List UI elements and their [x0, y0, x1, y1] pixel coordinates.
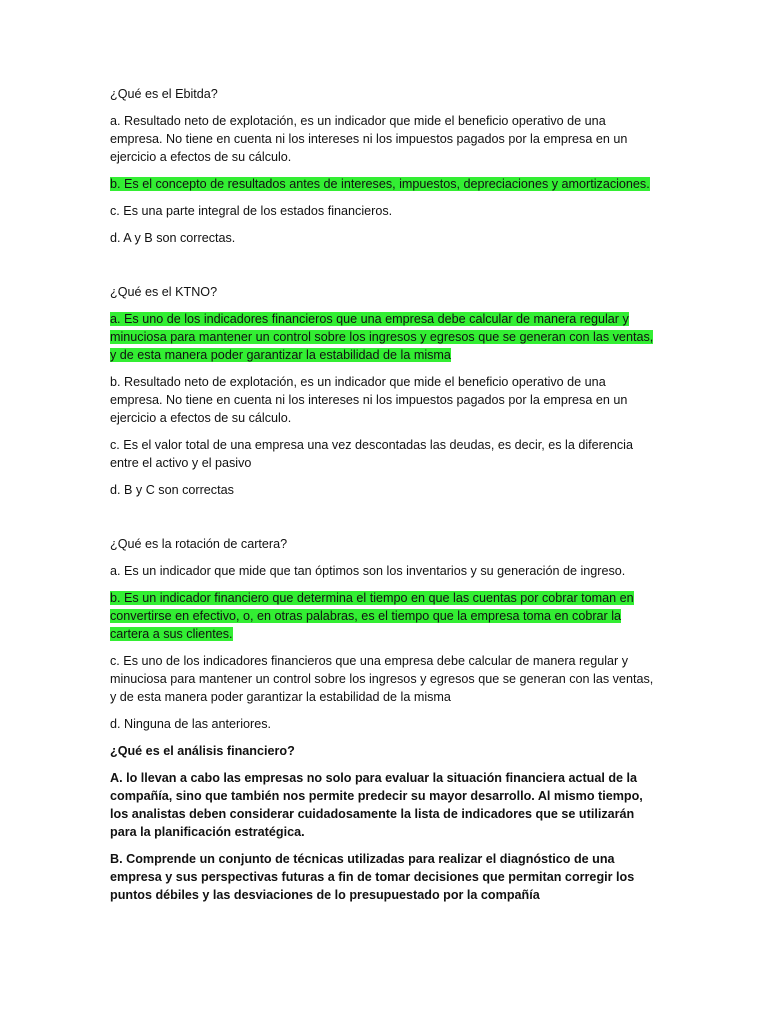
question-1-option-a-text: a. Resultado neto de explotación, es un indicador que mide el beneficio operativo de una empresa. No tiene en cuenta ni los intereses ni los impuestos pagados por la empresa en un ejercicio a efectos de su cálculo. [110, 114, 628, 164]
question-4-option-b [110, 850, 658, 904]
question-3-option-d-text: d. Ninguna de las anteriores. [110, 717, 272, 731]
question-3-text: ¿Qué es la rotación de cartera? [110, 537, 288, 551]
question-1-text: ¿Qué es el Ebitda? [110, 87, 218, 101]
question-1-option-a [110, 112, 658, 166]
question-2-option-a-text: a. Es uno de los indicadores financieros que una empresa debe calcular de manera regular y minuciosa para mantener un control sobre los ingresos y egresos que se generan con las ventas, y de esta manera poder garantizar la estabilidad de la misma [110, 312, 654, 362]
question-3-option-b-text: b. Es un indicador financiero que determina el tiempo en que las cuentas por cobrar toman en convertirse en efectivo, o, en otras palabras, es el tiempo que la empresa toma en cobrar la cartera a sus clientes. [110, 591, 634, 641]
question-4-title [110, 742, 658, 760]
document-page [110, 85, 658, 913]
question-1-option-d [110, 229, 658, 247]
question-1-title [110, 85, 658, 103]
question-3-option-a-text: a. Es un indicador que mide que tan óptimos son los inventarios y su generación de ingreso. [110, 564, 626, 578]
question-2-title [110, 283, 658, 301]
question-3-option-d [110, 715, 658, 733]
question-2-option-d [110, 481, 658, 499]
question-3-option-b [110, 589, 658, 643]
question-1-option-c [110, 202, 658, 220]
question-2-option-c [110, 436, 658, 472]
question-4-text: ¿Qué es el análisis financiero? [110, 744, 295, 758]
question-2-text: ¿Qué es el KTNO? [110, 285, 218, 299]
question-3-title [110, 535, 658, 553]
question-3-option-c [110, 652, 658, 706]
question-3-option-a [110, 562, 658, 580]
question-1-option-d-text: d. A y B son correctas. [110, 231, 236, 245]
question-1-option-b-text: b. Es el concepto de resultados antes de intereses, impuestos, depreciaciones y amortizaciones. [110, 177, 650, 191]
question-2-option-c-text: c. Es el valor total de una empresa una vez descontadas las deudas, es decir, es la diferencia entre el activo y el pasivo [110, 438, 633, 470]
question-1-option-c-text: c. Es una parte integral de los estados financieros. [110, 204, 393, 218]
question-2-option-b [110, 373, 658, 427]
question-2-option-d-text: d. B y C son correctas [110, 483, 234, 497]
question-4-option-a [110, 769, 658, 841]
question-2-option-a [110, 310, 658, 364]
question-4-option-b-text: B. Comprende un conjunto de técnicas utilizadas para realizar el diagnóstico de una empresa y sus perspectivas futuras a fin de tomar decisiones que permitan corregir los puntos débiles y las desviaciones de lo presupuestado por la compañía [110, 852, 635, 902]
question-3-option-c-text: c. Es uno de los indicadores financieros que una empresa debe calcular de manera regular y minuciosa para mantener un control sobre los ingresos y egresos que se generan con las ventas, y de esta manera poder garantizar la estabilidad de la misma [110, 654, 654, 704]
question-1-option-b [110, 175, 658, 193]
question-2-option-b-text: b. Resultado neto de explotación, es un indicador que mide el beneficio operativo de una empresa. No tiene en cuenta ni los intereses ni los impuestos pagados por la empresa en un ejercicio a efectos de su cálculo. [110, 375, 628, 425]
question-4-option-a-text: A. lo llevan a cabo las empresas no solo para evaluar la situación financiera actual de la compañía, sino que también nos permite predecir su mayor desarrollo. Al mismo tiempo, los analistas deben considerar cuidadosamente la lista de indicadores que se utilizarán para la planificación estratégica. [110, 771, 643, 839]
